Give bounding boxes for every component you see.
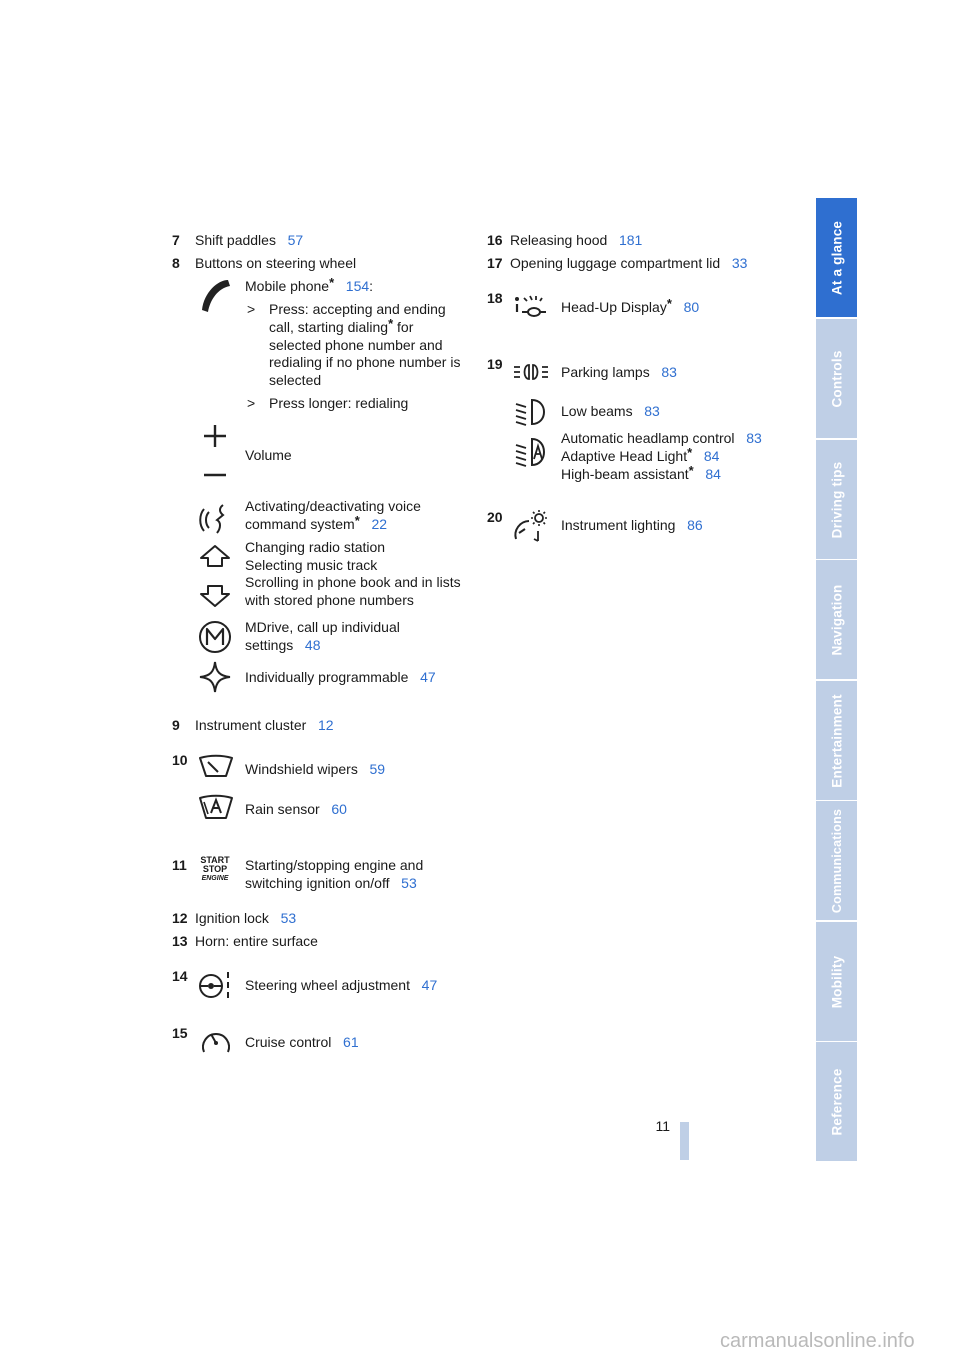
mdrive-icon bbox=[198, 620, 232, 654]
page-ref-link[interactable]: 33 bbox=[731, 255, 748, 271]
tab-communications[interactable]: Communications bbox=[816, 801, 857, 920]
page-ref-link[interactable]: 84 bbox=[703, 448, 720, 464]
radio-text: Selecting music track bbox=[245, 557, 378, 573]
page-number: 11 bbox=[655, 1118, 670, 1134]
radio-text: with stored phone numbers bbox=[245, 592, 414, 608]
auto-headlamp-icon bbox=[514, 437, 550, 467]
item-text: Instrument cluster 12 bbox=[195, 717, 334, 733]
item-label: Shift paddles bbox=[195, 232, 276, 248]
start-stop-icon: START STOP ENGINE bbox=[200, 855, 230, 882]
page-ref-link[interactable]: 80 bbox=[683, 299, 700, 315]
phone-icon bbox=[198, 276, 232, 316]
item-text: Starting/stopping engine and bbox=[245, 857, 424, 873]
item-label: Buttons on steering wheel bbox=[195, 255, 357, 271]
item-text: Low beams 83 bbox=[561, 403, 660, 419]
page-ref-link[interactable]: 47 bbox=[420, 669, 436, 685]
instrument-lighting-icon bbox=[511, 509, 549, 543]
page-ref-link[interactable]: 86 bbox=[687, 517, 703, 533]
minus-icon bbox=[203, 472, 227, 478]
item-text: Steering wheel adjustment 47 bbox=[245, 977, 438, 993]
page-ref-link[interactable]: 57 bbox=[287, 232, 304, 248]
steering-adjust-icon bbox=[198, 970, 234, 1000]
page-ref-link[interactable]: 83 bbox=[661, 364, 677, 380]
arrow-down-icon bbox=[199, 584, 231, 608]
page-ref-link[interactable]: 22 bbox=[371, 516, 388, 532]
arrow-up-icon bbox=[199, 544, 231, 568]
bullet-text: redialing if no phone number is bbox=[269, 354, 461, 370]
rain-sensor-icon bbox=[198, 794, 234, 820]
plus-icon bbox=[203, 424, 227, 448]
volume-label: Volume bbox=[245, 447, 292, 463]
item-text: Instrument lighting 86 bbox=[561, 517, 703, 533]
voice-text: Activating/deactivating voice bbox=[245, 498, 421, 514]
tab-navigation[interactable]: Navigation bbox=[816, 560, 857, 679]
item-text: Adaptive Head Light* 84 bbox=[561, 445, 720, 464]
bullet: > bbox=[247, 395, 256, 411]
page-ref-link[interactable]: 48 bbox=[304, 637, 321, 653]
page-number-bar bbox=[680, 1122, 689, 1160]
item-number: 17 bbox=[487, 255, 503, 271]
item-number: 13 bbox=[172, 933, 188, 949]
page-ref-link[interactable]: 53 bbox=[280, 910, 297, 926]
bullet-text: selected phone number and bbox=[269, 337, 443, 353]
item-text: Cruise control 61 bbox=[245, 1034, 359, 1050]
tab-mobility[interactable]: Mobility bbox=[816, 922, 857, 1041]
item-number: 7 bbox=[172, 232, 180, 248]
item-text: Windshield wipers 59 bbox=[245, 761, 386, 777]
radio-text: Changing radio station bbox=[245, 539, 386, 555]
parking-lamps-icon bbox=[512, 363, 550, 381]
item-number: 9 bbox=[172, 717, 180, 733]
item-number: 8 bbox=[172, 255, 180, 271]
item-number: 16 bbox=[487, 232, 503, 248]
item-number: 15 bbox=[172, 1025, 188, 1041]
page-ref-link[interactable]: 181 bbox=[618, 232, 643, 248]
cruise-control-icon bbox=[199, 1026, 233, 1056]
phone-label: Mobile phone* 154: bbox=[245, 275, 374, 294]
bullet-text: selected bbox=[269, 372, 322, 388]
head-up-display-icon bbox=[514, 294, 550, 320]
voice-text: command system* 22 bbox=[245, 513, 388, 532]
page-ref-link[interactable]: 47 bbox=[421, 977, 438, 993]
tab-controls[interactable]: Controls bbox=[816, 319, 857, 438]
tab-reference[interactable]: Reference bbox=[816, 1042, 857, 1161]
tab-at-a-glance[interactable]: At a glance bbox=[816, 198, 857, 317]
page-ref-link[interactable]: 53 bbox=[401, 875, 417, 891]
item-number: 12 bbox=[172, 910, 188, 926]
bullet-text: Press longer: redialing bbox=[269, 395, 409, 411]
page-ref-link[interactable]: 154 bbox=[345, 278, 370, 294]
item-text: Releasing hood 181 bbox=[510, 232, 643, 248]
item-text: switching ignition on/off 53 bbox=[245, 875, 417, 891]
watermark: carmanualsonline.info bbox=[720, 1330, 915, 1352]
item-text: Head-Up Display* 80 bbox=[561, 296, 700, 315]
radio-text: Scrolling in phone book and in lists bbox=[245, 574, 461, 590]
item-number: 14 bbox=[172, 968, 188, 984]
bullet-text: Press: accepting and ending bbox=[269, 301, 446, 317]
item-text bbox=[195, 231, 303, 249]
bullet-text: call, starting dialing* for bbox=[269, 316, 414, 335]
item-text: High-beam assistant* 84 bbox=[561, 463, 721, 482]
programmable-text: Individually programmable 47 bbox=[245, 669, 436, 685]
page-ref-link[interactable]: 60 bbox=[331, 801, 347, 817]
bullet: > bbox=[247, 301, 256, 317]
item-text: Parking lamps 83 bbox=[561, 364, 677, 380]
item-number: 19 bbox=[487, 356, 503, 372]
programmable-star-icon bbox=[198, 660, 232, 694]
item-number: 18 bbox=[487, 290, 503, 306]
item-text: Rain sensor 60 bbox=[245, 801, 347, 817]
page-ref-link[interactable]: 61 bbox=[343, 1034, 359, 1050]
item-number: 11 bbox=[172, 857, 187, 873]
voice-command-icon bbox=[199, 502, 231, 536]
low-beams-icon bbox=[514, 398, 548, 426]
page-ref-link[interactable]: 12 bbox=[317, 717, 334, 733]
mdrive-text: settings 48 bbox=[245, 637, 321, 653]
tab-driving-tips[interactable]: Driving tips bbox=[816, 440, 857, 559]
tab-entertainment[interactable]: Entertainment bbox=[816, 681, 857, 800]
item-number: 20 bbox=[487, 509, 503, 525]
page-ref-link[interactable]: 83 bbox=[644, 403, 660, 419]
item-text: Ignition lock 53 bbox=[195, 910, 297, 926]
item-text: Opening luggage compartment lid 33 bbox=[510, 255, 748, 271]
windshield-wiper-icon bbox=[198, 754, 234, 778]
item-number: 10 bbox=[172, 752, 188, 768]
item-text: Automatic headlamp control 83 bbox=[561, 430, 762, 446]
mdrive-text: MDrive, call up individual bbox=[245, 619, 400, 635]
page-ref-link[interactable]: 59 bbox=[369, 761, 386, 777]
page-ref-link[interactable]: 84 bbox=[705, 466, 721, 482]
page-ref-link[interactable]: 83 bbox=[746, 430, 762, 446]
item-label: Horn: entire surface bbox=[195, 933, 318, 949]
